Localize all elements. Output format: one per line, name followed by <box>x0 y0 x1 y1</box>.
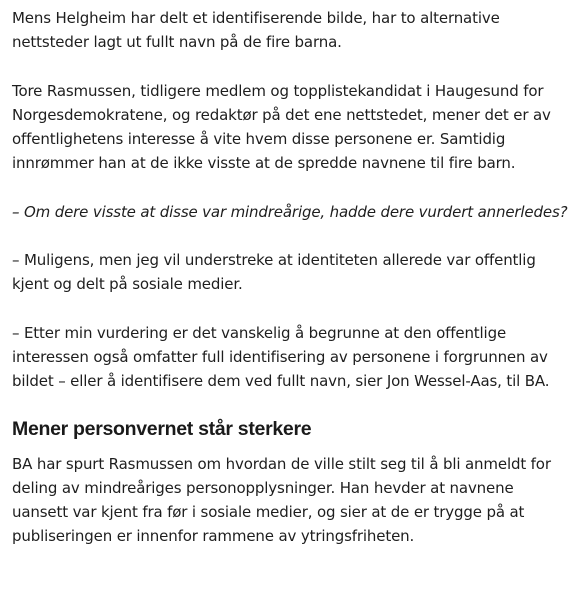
article-paragraph: Mens Helgheim har delt et identifiserende bilde, har to alternative nettsteder lagt ut fullt navn på de fire barna. <box>12 9 500 52</box>
interview-answer: – Muligens, men jeg vil understreke at identiteten allerede var offentlig kjent og delt på sosiale medier. <box>12 251 536 294</box>
article-paragraph: BA har spurt Rasmussen om hvordan de ville stilt seg til å bli anmeldt for deling av mindreåriges personopplysninger. Han hevder at navnene uansett var kjent fra før i sosiale medier, og sier at de er trygge på at publiseringen er innenfor rammene av ytringsfriheten. <box>12 454 551 546</box>
article-paragraph: Tore Rasmussen, tidligere medlem og topplistekandidat i Haugesund for Norgesdemokratene, og redaktør på det ene nettstedet, mener det er av offentlighetens interesse å vite hvem disse personene er. Samtidig innrømmer han at de ikke visste at de spredde navnene til fire barn. <box>12 81 551 173</box>
interview-question: – Om dere visste at disse var mindreårige, hadde dere vurdert annerledes? <box>12 202 568 221</box>
section-subheading: Mener personvernet står sterkere <box>12 417 312 440</box>
article-quote: – Etter min vurdering er det vanskelig å begrunne at den offentlige interessen også omfatter full identifisering av personene i forgrunnen av bildet – eller å identifisere dem ved fullt navn, sier Jon Wessel-Aas, til BA. <box>12 323 550 391</box>
